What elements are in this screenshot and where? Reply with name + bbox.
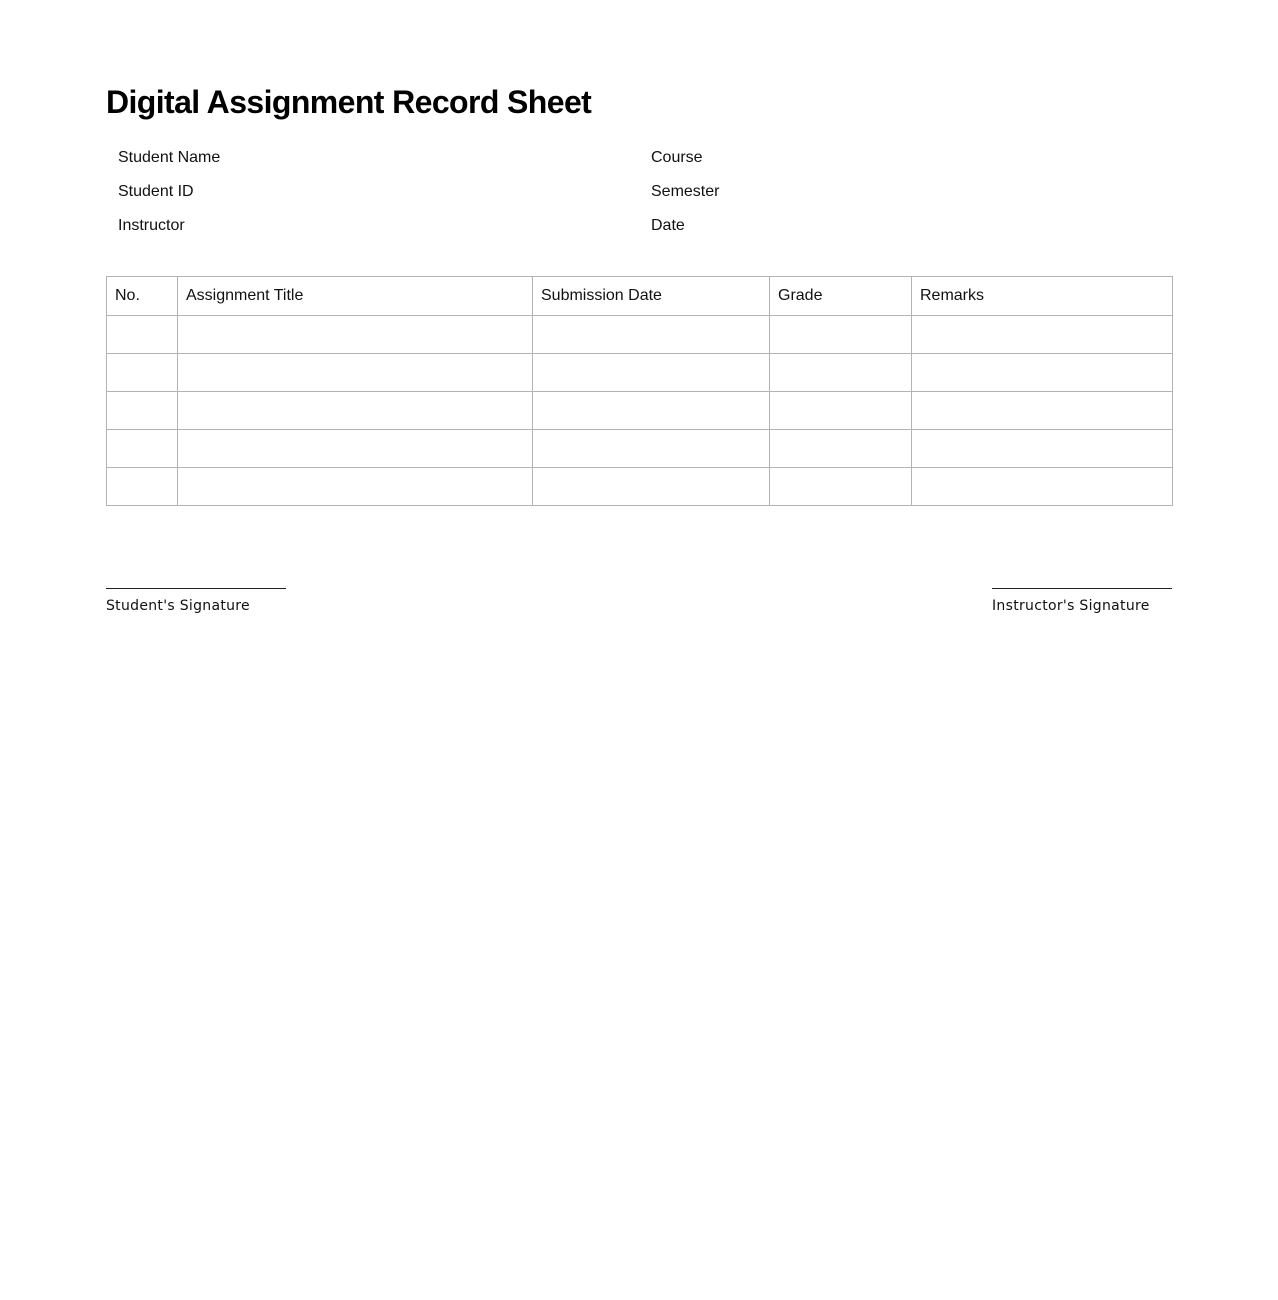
cell-remarks[interactable] — [912, 430, 1173, 468]
cell-no[interactable] — [107, 430, 178, 468]
cell-no[interactable] — [107, 468, 178, 506]
table-row — [107, 468, 1173, 506]
student-name-label: Student Name — [118, 149, 221, 166]
table-row — [107, 430, 1173, 468]
table-row — [107, 392, 1173, 430]
column-header-no: No. — [107, 277, 178, 316]
cell-remarks[interactable] — [912, 354, 1173, 392]
cell-assignment-title[interactable] — [178, 354, 533, 392]
cell-assignment-title[interactable] — [178, 468, 533, 506]
cell-submission-date[interactable] — [533, 430, 770, 468]
column-header-assignment-title: Assignment Title — [178, 277, 533, 316]
date-label: Date — [651, 217, 685, 234]
student-id-label: Student ID — [118, 183, 194, 200]
student-signature-label: Student's Signature — [106, 598, 250, 614]
cell-no[interactable] — [107, 354, 178, 392]
cell-submission-date[interactable] — [533, 354, 770, 392]
column-header-submission-date: Submission Date — [533, 277, 770, 316]
cell-grade[interactable] — [770, 430, 912, 468]
cell-no[interactable] — [107, 316, 178, 354]
assignment-table — [106, 276, 1173, 506]
cell-submission-date[interactable] — [533, 392, 770, 430]
cell-assignment-title[interactable] — [178, 392, 533, 430]
cell-grade[interactable] — [770, 468, 912, 506]
instructor-signature-label: Instructor's Signature — [992, 598, 1150, 614]
table-header-row — [107, 277, 1173, 316]
cell-submission-date[interactable] — [533, 468, 770, 506]
cell-assignment-title[interactable] — [178, 316, 533, 354]
semester-label: Semester — [651, 183, 720, 200]
table-row — [107, 316, 1173, 354]
column-header-remarks: Remarks — [912, 277, 1173, 316]
cell-remarks[interactable] — [912, 468, 1173, 506]
instructor-signature-line[interactable] — [992, 588, 1172, 589]
student-signature-block — [106, 588, 286, 615]
page-title: Digital Assignment Record Sheet — [106, 84, 592, 120]
cell-grade[interactable] — [770, 354, 912, 392]
cell-submission-date[interactable] — [533, 316, 770, 354]
cell-grade[interactable] — [770, 392, 912, 430]
cell-remarks[interactable] — [912, 392, 1173, 430]
cell-no[interactable] — [107, 392, 178, 430]
cell-grade[interactable] — [770, 316, 912, 354]
student-signature-line[interactable] — [106, 588, 286, 589]
cell-assignment-title[interactable] — [178, 430, 533, 468]
table-row — [107, 354, 1173, 392]
instructor-label: Instructor — [118, 217, 185, 234]
column-header-grade: Grade — [770, 277, 912, 316]
course-label: Course — [651, 149, 703, 166]
cell-remarks[interactable] — [912, 316, 1173, 354]
instructor-signature-block — [992, 588, 1172, 615]
